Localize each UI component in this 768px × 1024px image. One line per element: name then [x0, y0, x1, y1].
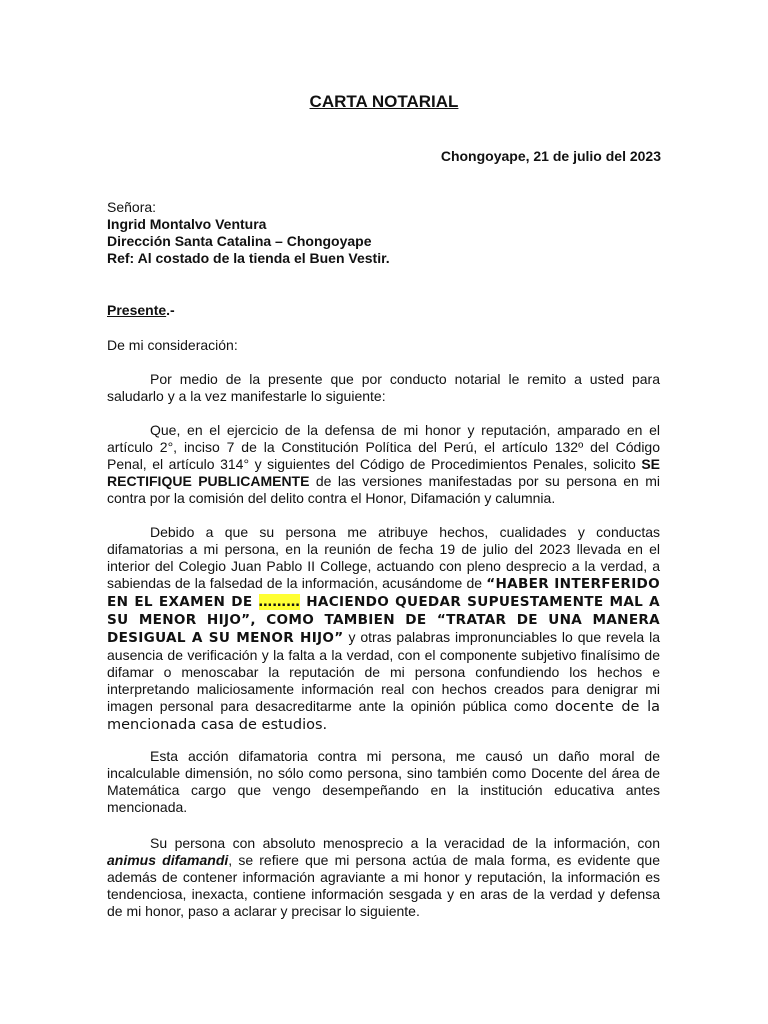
paragraph-2-bold: SE RECTIFIQUE PUBLICAMENTE	[107, 456, 660, 489]
letter-date: Chongoyape, 21 de julio del 2023	[440, 148, 661, 164]
paragraph-2-text-b: de las versiones manifestadas por su persona en mi contra por la comisión del delito contra el Honor, Difamación y calumnia.	[107, 473, 661, 506]
paragraph-3-text-a: Debido a que su persona me atribuye hechos, cualidades y conductas difamatorias a mi persona, en la reunión de fecha 19 de julio del 2023 llevada en el interior del Colegio Juan Pablo II College, actuando con pleno desprecio a la verdad, a sabiendas de la falsedad de la información, acusándome de	[107, 524, 660, 591]
addressee-address: Dirección Santa Catalina – Chongoyape	[107, 233, 372, 249]
paragraph-5	[107, 835, 660, 920]
paragraph-1: Por medio de la presente que por conducto notarial le remito a usted para saludarlo y a la vez manifestarle lo siguiente:	[107, 371, 660, 404]
paragraph-3-highlight: ………	[258, 594, 301, 610]
paragraph-2	[107, 422, 660, 507]
paragraph-5-text-b: , se refiere que mi persona actúa de mala forma, es evidente que además de contener información agraviante a mi honor y reputación, la información es tendenciosa, inexacta, contiene información sesgada y en aras de la verdad y defensa de mi honor, paso a aclarar y precisar lo siguiente.	[107, 852, 660, 919]
addressee-block	[107, 199, 660, 267]
presente-label: Presente	[107, 302, 167, 318]
paragraph-3-text-c: docente de la mencionada casa de estudios.	[107, 699, 660, 733]
greeting: De mi consideración:	[107, 337, 238, 353]
paragraph-3	[107, 524, 660, 734]
paragraph-3-accusation-b: HACIENDO QUEDAR SUPUESTAMENTE MAL A SU MENOR HIJO”, COMO TAMBIEN DE “TRATAR DE UNA MANERA DESIGUAL A SU MENOR HIJO”	[107, 594, 660, 646]
addressee-ref: Ref: Al costado de la tienda el Buen Vestir.	[107, 250, 390, 266]
addressee-name: Ingrid Montalvo Ventura	[107, 216, 267, 232]
salutation: Señora:	[107, 199, 157, 215]
paragraph-4: Esta acción difamatoria contra mi persona, me causó un daño moral de incalculable dimensión, no sólo como persona, sino también como Docente del área de Matemática cargo que vengo desempeñando en la institución educativa antes mencionada.	[107, 748, 660, 815]
paragraph-5-text-a: Su persona con absoluto menosprecio a la veracidad de la información, con	[150, 835, 660, 851]
paragraph-3-accusation-a: “HABER INTERFERIDO EN EL EXAMEN DE	[107, 576, 660, 610]
presente-suffix: .-	[166, 302, 175, 318]
paragraph-2-text-a: Que, en el ejercicio de la defensa de mi honor y reputación, amparado en el artículo 2°, inciso 7 de la Constitución Política del Perú, el artículo 132º del Código Penal, el artículo 314° y siguientes del Código de Procedimientos Penales, solicito	[107, 422, 660, 472]
letter-title: CARTA NOTARIAL	[309, 92, 459, 111]
presente-heading	[107, 302, 175, 318]
paragraph-3-text-b: y otras palabras impronunciables lo que revela la ausencia de verificación y la falta a la verdad, con el componente subjetivo finalísimo de difamar o menoscabar la reputación de mi persona confundiendo los hechos e interpretando maliciosamente información real con hechos creados para denigrar mi imagen personal para desacreditarme ante la opinión pública como	[107, 629, 660, 714]
paragraph-5-bold-italic: animus difamandi	[107, 852, 229, 868]
